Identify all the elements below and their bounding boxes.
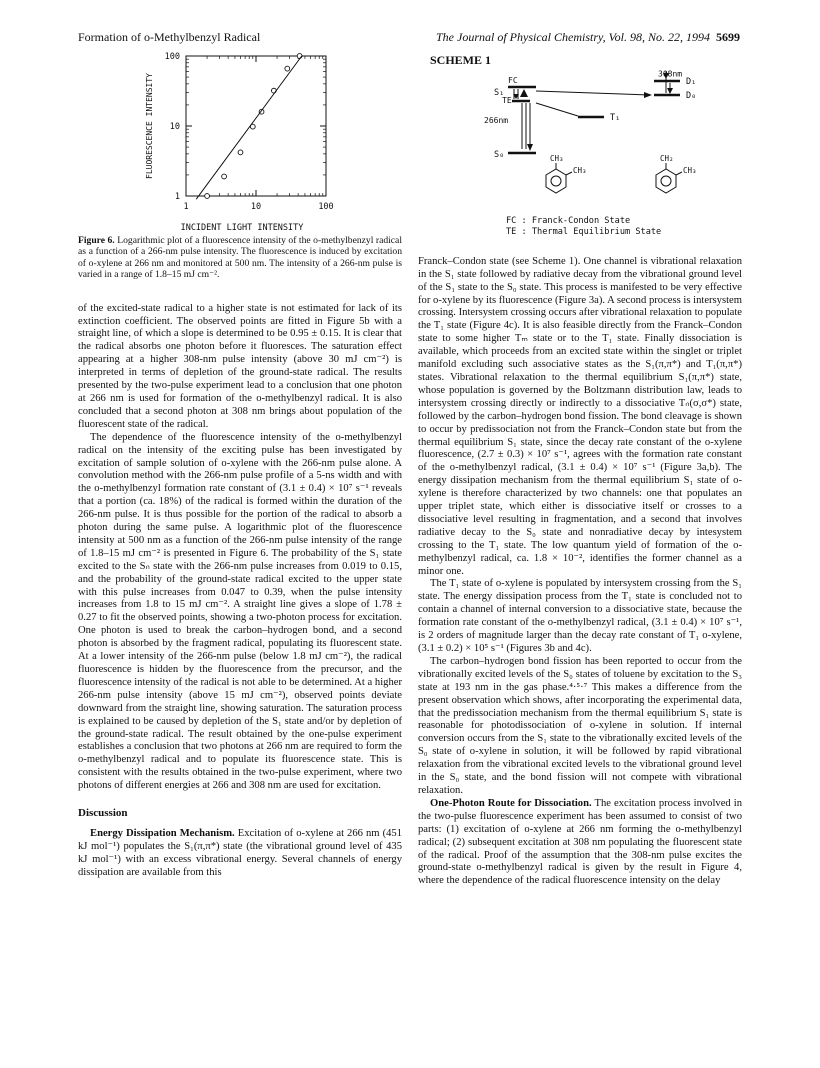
o-xylene-structure — [546, 154, 587, 193]
label-s1: S₁ — [494, 87, 505, 98]
o-methylbenzyl-structure — [656, 154, 697, 193]
data-point — [285, 66, 290, 71]
left-column — [78, 48, 402, 880]
caption-text: Logarithmic plot of a fluorescence intensity of the o-methylbenzyl radical as a function of a 266-nm pulse intensity. The fluorescence is induced by excitation of o-xylene at 266 nm and monitored at 500 nm. The intensity of a 266-nm pulse is varied in a range of 1.8–15 mJ cm⁻². — [78, 235, 402, 281]
scheme-legend — [506, 216, 742, 238]
fit-line — [196, 56, 301, 199]
paragraph: of the excited-state radical to a higher state is not estimated for lack of its extinction coefficient. The observed points are fitted in Figure 5b with a straight line, of which a slope is determined to be 0.95 ± 0.15. It is clear that the radical absorbs one photon before it fluoresces. The saturation effect appearing at a higher 308-nm pulse intensity (above 30 mJ cm⁻²) is interpreted in terms of depletion of the ground-state radical. The results presented by the two-pulse experiment lead to a conclusion that one photon at 266 nm is used for formation of the o-methylbenzyl radical. It is also concluded that a second photon at 308 nm brings about population of the fluorescent state of the radical. — [78, 302, 402, 430]
y-tick-label: 100 — [164, 52, 180, 62]
label-266nm: 266nm — [484, 115, 509, 125]
paragraph-text: Excitation of o-xylene at 266 nm (451 kJ mol⁻¹) populates the S₁(π,π*) state (the vibrational ground level of 435 kJ mol⁻¹) with an excess vibrational energy. Several channels of energy dissipation are available from this — [78, 827, 403, 878]
running-header-title: Formation of o-Methylbenzyl Radical — [78, 30, 261, 44]
label-ch3-side: CH₃ — [573, 165, 587, 175]
x-tick-label: 100 — [318, 202, 334, 212]
paragraph — [418, 798, 742, 888]
data-point — [205, 194, 210, 199]
label-308nm: 308nm — [658, 69, 683, 79]
y-axis-label: FLUORESCENCE INTENSITY — [145, 73, 154, 179]
data-point — [222, 174, 227, 179]
journal-citation: The Journal of Physical Chemistry, Vol. 98, No. 22, 1994 — [436, 30, 710, 44]
label-ch3-top: CH₃ — [550, 153, 564, 163]
figure-6-plot — [78, 48, 402, 233]
figure-6 — [78, 48, 402, 233]
data-point — [238, 150, 243, 155]
plot-frame — [186, 56, 326, 196]
label-te: TE — [502, 95, 512, 105]
x-tick-label: 1 — [183, 202, 189, 212]
paragraph: The dependence of the fluorescence intensity of the o-methylbenzyl radical on the intensity of the exciting pulse has been investigated by excitation of sample solution of o-xylene with the 266-nm pulse alone. A convolution method with the 266-nm pulse profile of a 5-ns width and with the o-methylbenzyl formation rate constant of (3.1 ± 0.4) × 10⁷ s⁻¹ reveals that a portion (ca. 18%) of the radical is formed within the duration of the 266-nm pulse. It is thus possible for the portion of the radical to absorb a photon during the same pulse. A logarithmic plot of the fluorescence intensity at 500 nm as a function of the 266-nm pulse intensity of the range of 1.8–15 mJ cm⁻² is presented in Figure 6. The probability of the S₁ state excited to the Sₙ state with the 266-nm pulse increases from 0.019 to 0.15, and the probability of the ground-state radical excited to the upper state with this pulse increases from 0.047 to 0.39, when the pulse intensity increases from 1.8 to 15 mJ cm⁻². A straight line gives a slope of 1.78 ± 0.27 to fit the observed points, showing a two-photon process for excitation. One photon is used to break the carbon–hydrogen bond, and a second photon is absorbed by the fragment radical, populating its fluorescent state. At a lower intensity of the 266-nm pulse (below 1.8 mJ cm⁻²), the radical fluorescence is hidden by the fluorescence from the precursor, and the fluorescence intensity of the radical is not able to be determined. At a higher 266-nm pulse intensity (above 15 mJ cm⁻²), observed points deviate downward from the straight line, showing saturation. The saturation process is explained to be caused by depletion of the S₁ state and/or by depletion of the ground-state radical. The result obtained by the one-pulse experiment establishes a conclusion that two photons at 266 nm are required to form the o-methylbenzyl radical and to populate its fluorescence state. This is consistent with the results obtained in the two-pulse experiment, where two photons of different energies at 266 and 308 nm are used for excitation. — [78, 431, 402, 792]
label-ch2: CH₂ — [660, 153, 674, 163]
paragraph-text: The excitation process involved in the two-pulse fluorescence experiment has been assumed to consist of two parts: (1) excitation of o-xylene at 266 nm forming the o-methylbenzyl radical; (2) subsequent excitation at 308 nm populating the fluorescent state of the radical. Proof of the assumption that the 308-nm pulse excites the ground-state o-methylbenzyl radical is given by the result in Figure 4, where the dependence of the radical fluorescence intensity on the delay — [418, 797, 742, 887]
paragraph: The T₁ state of o-xylene is populated by intersystem crossing from the S₁ state. The energy dissipation process from the T₁ state is concluded not to contain a channel of internal conversion to a dissociative state, because the formation rate constant of the o-methylbenzyl radical, (3.1 ± 0.4) × 10⁷ s⁻¹, is 2 orders of magnitude larger than the decay rate constant of T₁ o-xylene, (3.1 ± 0.2) × 10⁵ s⁻¹ (Figures 3b and 4c). — [418, 578, 742, 654]
scheme-title: SCHEME 1 — [430, 53, 492, 67]
paragraph: Franck–Condon state (see Scheme 1). One channel is vibrational relaxation in the S₁ state followed by radiative decay from the vibrational ground level of the S₁ state to the S₀ state. This process is manifested to be very effective for o-xylene by its fluorescence (Figure 3a). A second process is intersystem crossing. Intersystem crossing occurs after vibrational relaxation to populate the T₁ state (Figure 4c). It is also feasible directly from the Franck–Condon state to some higher Tₘ state or to the T₁ state. Finally dissociation is available, which proceeds from an excited state within the singlet or triplet manifold excluding such associative states as the S₁(π,π*) and T₁(π,π*) states. Vibrational relaxation to the thermal equilibrium S₁(π,π*) state, whose population is governed by the Boltzmann distribution law, leads to intersystem crossing directly or indirectly to a dissociative Tₙ(σ,σ*) state, followed by the carbon–hydrogen bond fission. The bond cleavage is shown to occur by predissociation not from the Franck–Condon state but from the thermal equilibrium S₁ state, since the decay rate constant of the o-xylene fluorescence, (2.7 ± 0.3) × 10⁷ s⁻¹, agrees with the formation rate constant of the o-methylbenzyl radical, (3.1 ± 0.4) × 10⁷ s⁻¹ (Figure 3a,b). The energy dissipation mechanism from the thermal equilibrium S₁ state of o-xylene is therefore characterized by two channels: one that populates an upper triplet state, which either is dissociative itself or crosses to a dissociative level resulting in fragmentation, and a second that involves radiative decay to the S₀ state and nonradiative decay by intesystem crossing to the T₁ state. The low quantum yield of formation of the o-methylbenzyl radical, ca. 1.8 × 10⁻², identifies the former channel as a minor one. — [418, 255, 742, 577]
running-header-journal — [436, 30, 740, 45]
label-fc: FC — [508, 75, 518, 85]
label-s0: S₀ — [494, 149, 505, 160]
legend-te: TE : Thermal Equilibrium State — [506, 226, 662, 237]
run-in-heading: One-Photon Route for Dissociation. — [430, 797, 592, 809]
label-d1: D₁ — [686, 76, 697, 87]
x-tick-label: 10 — [250, 202, 262, 212]
scheme-1-diagram — [418, 67, 742, 205]
label-ch3-radical: CH₃ — [683, 165, 697, 175]
legend-fc: FC : Franck-Condon State — [506, 215, 631, 226]
page-number: 5699 — [716, 30, 740, 44]
section-heading: Discussion — [78, 807, 128, 820]
label-t1: T₁ — [610, 112, 621, 123]
paragraph: The carbon–hydrogen bond fission has been reported to occur from the vibrationally excited levels of the S₀ states of toluene by excitation to the S₃ state at 193 nm in the gas phase.⁴·⁵·⁷ This makes a difference from the present observation which shows, after incorporating the experimental data, that the predissociation mechanism from the thermal equilibrium S₁ state is reasonable for photodissociation of o-xylene in solution. If internal conversion occurs from the S₁ state to the vibrationally excited levels of the S₀ state of o-xylene in solution, it will be followed by rapid vibrational relaxation from the vibrational excited levels to the vibrational ground level in the S₀ state, and the bond fission will not compete with vibrational relaxation. — [418, 655, 742, 796]
x-axis-label: INCIDENT LIGHT INTENSITY — [180, 223, 304, 233]
figure-6-caption — [78, 235, 402, 281]
right-column — [418, 48, 742, 888]
y-tick-label: 10 — [169, 122, 180, 132]
caption-label: Figure 6. — [78, 235, 115, 246]
label-d0: D₀ — [686, 90, 697, 101]
paragraph — [78, 828, 402, 880]
y-tick-label: 1 — [174, 192, 180, 202]
run-in-heading: Energy Dissipation Mechanism. — [90, 827, 235, 839]
